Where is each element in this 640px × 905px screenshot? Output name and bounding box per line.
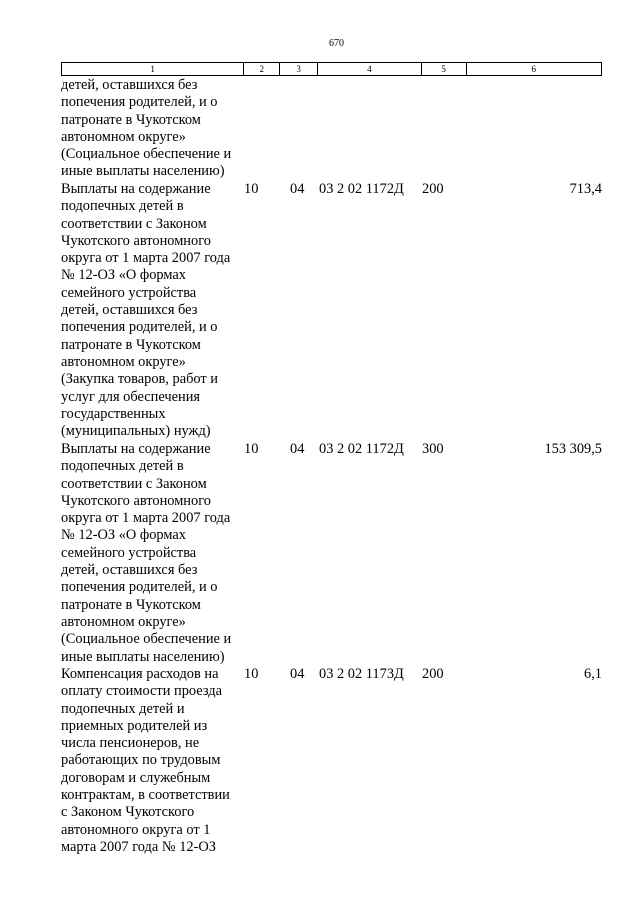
header-col-5: 5 <box>422 63 467 75</box>
header-col-2: 2 <box>244 63 280 75</box>
row-amount: 153 309,5 <box>544 441 602 457</box>
row-description: Выплаты на содержание подопечных детей в соответствии с Законом Чукотского автономного округа от 1 марта 2007 года № 12-ОЗ «О формах семейного устройства детей, оставшихся без попечения родителей, и о патронате в Чукотском автономном округе» (Закупка товаров, работ и услуг для обеспечения государственных (муниципальных) нужд) <box>61 181 231 440</box>
page-number: 670 <box>329 38 344 49</box>
continued-row-text: детей, оставшихся без попечения родителей, и о патронате в Чукотском автономном округе» (Социальное обеспечение и иные выплаты населению) <box>61 77 232 180</box>
header-col-1: 1 <box>62 63 244 75</box>
row-expense-type: 200 <box>422 666 444 682</box>
row-target-code: 03 2 02 1172Д <box>319 441 404 457</box>
header-col-3: 3 <box>280 63 318 75</box>
header-col-4: 4 <box>318 63 422 75</box>
row-description: Выплаты на содержание подопечных детей в соответствии с Законом Чукотского автономного округа от 1 марта 2007 года № 12-ОЗ «О формах семейного устройства детей, оставшихся без попечения родителей, и о патронате в Чукотском автономном округе» (Социальное обеспечение и иные выплаты населению) <box>61 441 232 665</box>
row-section: 10 <box>244 666 259 682</box>
row-subsection: 04 <box>290 441 305 457</box>
row-section: 10 <box>244 441 259 457</box>
table-header-row <box>61 62 602 76</box>
row-description: Компенсация расходов на оплату стоимости проезда подопечных детей и приемных родителей из числа пенсионеров, не работающих по трудовым договорам и служебным контрактам, в соответствии с Законом Чукотского автономного округа от 1 марта 2007 года № 12-ОЗ <box>61 666 230 855</box>
row-amount: 713,4 <box>569 181 602 197</box>
row-target-code: 03 2 02 1172Д <box>319 181 404 197</box>
row-expense-type: 200 <box>422 181 444 197</box>
row-subsection: 04 <box>290 181 305 197</box>
header-col-6: 6 <box>531 64 536 74</box>
row-amount: 6,1 <box>584 666 602 682</box>
row-subsection: 04 <box>290 666 305 682</box>
row-expense-type: 300 <box>422 441 444 457</box>
row-section: 10 <box>244 181 259 197</box>
row-target-code: 03 2 02 1173Д <box>319 666 404 682</box>
